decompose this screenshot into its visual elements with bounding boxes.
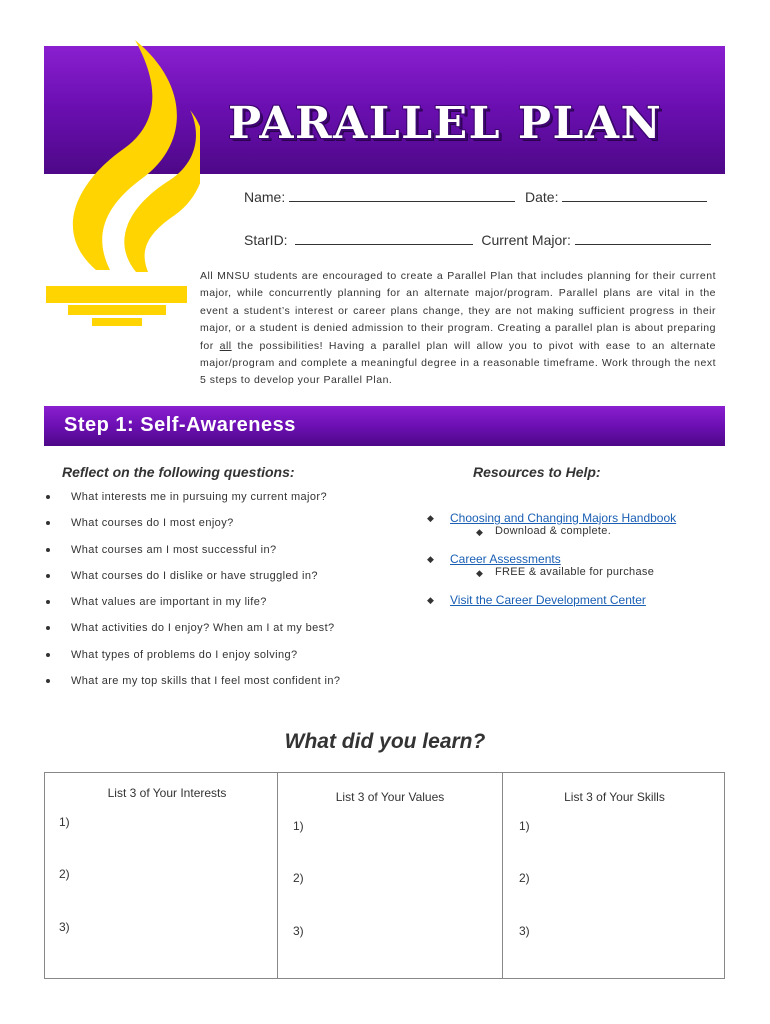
handbook-note: Download & complete. — [495, 525, 612, 537]
learn-boxes — [44, 772, 725, 979]
starid-field[interactable] — [295, 230, 473, 245]
date-field[interactable] — [562, 187, 707, 202]
values-item-2: 2) — [293, 871, 304, 885]
career-assessments-link[interactable]: Career Assessments — [450, 552, 561, 566]
resources-heading: Resources to Help: — [473, 464, 601, 480]
values-item-1: 1) — [293, 819, 304, 833]
values-item-3: 3) — [293, 924, 304, 938]
interests-item-1: 1) — [59, 815, 70, 829]
diamond-bullet-icon: ◆ — [427, 595, 434, 605]
name-field[interactable] — [289, 187, 515, 202]
bullet-icon — [46, 574, 50, 578]
interests-item-3: 3) — [59, 920, 70, 934]
name-label: Name: — [244, 189, 286, 205]
skills-item-2: 2) — [519, 871, 530, 885]
step1-title: Step 1: Self-Awareness — [64, 414, 296, 436]
diamond-bullet-icon: ◆ — [476, 527, 483, 537]
intro-paragraph: All MNSU students are encouraged to create a Parallel Plan that includes planning for their current major, while concurrently planning for an alternate major/program. Parallel plans are vital in the event a student’s interest or career plans change, they are not making sufficient progress in their major, or a student is denied admission to their program. Creating a parallel plan is about preparing for all the possibilities! Having a parallel plan will allow you to pivot with ease to an alternate major/program and complete a meaningful degree in a reasonable timeframe. Work through the next 5 steps to develop your Parallel Plan. — [200, 270, 716, 387]
bullet-icon — [46, 626, 50, 630]
major-field[interactable] — [575, 230, 711, 245]
diamond-bullet-icon: ◆ — [427, 513, 434, 523]
date-label: Date: — [525, 189, 559, 205]
name-date-row — [244, 187, 707, 205]
torch-logo-icon — [40, 40, 200, 330]
intro-emphasis: all — [219, 339, 232, 352]
skills-item-1: 1) — [519, 819, 530, 833]
major-label: Current Major: — [481, 232, 571, 248]
diamond-bullet-icon: ◆ — [476, 568, 483, 578]
bullet-icon — [46, 521, 50, 525]
reflect-heading: Reflect on the following questions: — [62, 464, 295, 480]
skills-item-3: 3) — [519, 924, 530, 938]
interests-item-2: 2) — [59, 867, 70, 881]
career-center-link[interactable]: Visit the Career Development Center — [450, 593, 646, 607]
bullet-icon — [46, 600, 50, 604]
learn-title: What did you learn? — [284, 730, 486, 753]
page-title: PARALLEL PLAN — [228, 98, 663, 149]
interests-box[interactable] — [45, 773, 277, 978]
skills-heading: List 3 of Your Skills — [564, 790, 665, 804]
values-heading: List 3 of Your Values — [335, 790, 445, 804]
starid-label: StarID: — [244, 232, 288, 248]
interests-heading: List 3 of Your Interests — [107, 786, 227, 800]
handbook-link[interactable]: Choosing and Changing Majors Handbook — [450, 511, 677, 525]
bullet-icon — [46, 495, 50, 499]
bullet-icon — [46, 548, 50, 552]
bullet-icon — [46, 679, 50, 683]
skills-box[interactable] — [502, 773, 726, 978]
values-box[interactable] — [277, 773, 502, 978]
bullet-icon — [46, 653, 50, 657]
starid-major-row — [244, 230, 711, 248]
diamond-bullet-icon: ◆ — [427, 554, 434, 564]
career-assessments-note: FREE & available for purchase — [495, 566, 655, 578]
